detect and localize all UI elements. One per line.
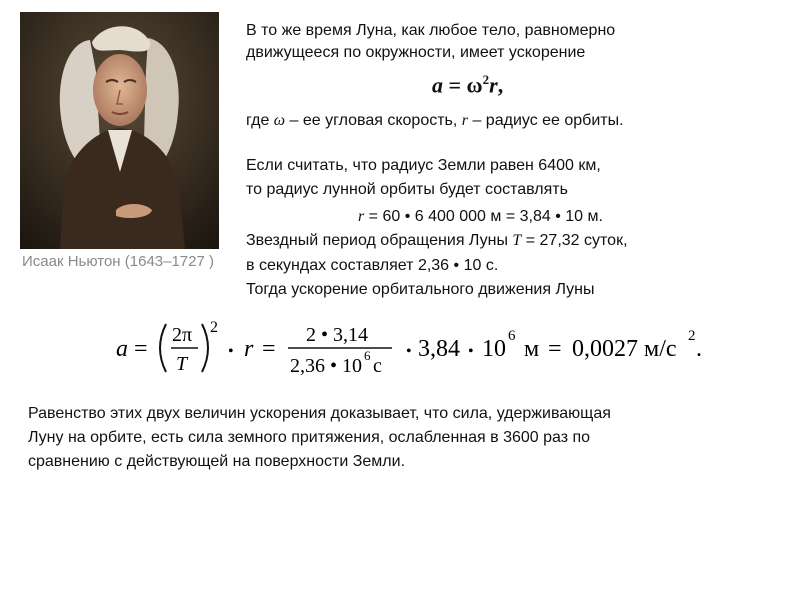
big-dot-3: • bbox=[468, 343, 474, 360]
comma: , bbox=[497, 72, 504, 98]
conclusion-line-2: Луну на орбите, есть сила земного притяжения, ослабленная в 3600 раз по bbox=[28, 429, 591, 446]
conclusion-line-1: Равенство этих двух величин ускорения доказывает, что сила, удерживающая bbox=[28, 405, 611, 422]
big-two-pi: 2π bbox=[172, 324, 193, 346]
big-period: . bbox=[696, 336, 702, 362]
symbol-a: a bbox=[432, 72, 443, 98]
calc-r: r bbox=[358, 208, 365, 225]
big-denominator: 2,36 • 10 bbox=[290, 355, 363, 377]
right-paren bbox=[202, 324, 208, 372]
big-a: a bbox=[116, 336, 128, 362]
newton-portrait bbox=[20, 12, 219, 249]
calc-line-4b: = 27,32 суток, bbox=[521, 232, 628, 249]
portrait-caption: Исаак Ньютон (1643–1727 ) bbox=[22, 253, 214, 270]
where-part-1: где bbox=[246, 112, 274, 129]
where-r: r bbox=[461, 112, 469, 129]
big-eq-2: = bbox=[262, 336, 276, 362]
acceleration-formula bbox=[432, 72, 503, 98]
conclusion-line-3: сравнению с действующей на поверхности Земли. bbox=[28, 453, 406, 470]
where-line bbox=[246, 110, 624, 132]
exponent: 2 bbox=[482, 72, 490, 87]
big-dot-1: • bbox=[228, 343, 234, 360]
orbital-acceleration-formula bbox=[116, 314, 716, 386]
big-value: 3,84 bbox=[418, 336, 460, 362]
calc-line-6: Тогда ускорение орбитального движения Луны bbox=[246, 281, 595, 298]
big-eq-3: = bbox=[548, 336, 562, 362]
left-paren bbox=[160, 324, 166, 372]
symbol-r: r bbox=[489, 72, 498, 98]
big-den-unit: с bbox=[373, 355, 382, 377]
calc-line-4a: Звездный период обращения Луны bbox=[246, 232, 513, 249]
where-omega: ω bbox=[273, 112, 286, 129]
calc-T: T bbox=[512, 232, 522, 249]
calc-line-3-text: = 60 • 6 400 000 м = 3,84 • 10 м. bbox=[364, 208, 603, 225]
calc-line-4 bbox=[246, 230, 628, 252]
big-T: T bbox=[176, 353, 188, 375]
big-r: r bbox=[244, 336, 254, 362]
big-eq-1: = bbox=[134, 336, 148, 362]
calc-line-2: то радиус лунной орбиты будет составлять bbox=[246, 181, 568, 198]
calc-line-5: в секундах составляет 2,36 • 10 с. bbox=[246, 257, 499, 274]
big-result: 0,0027 м/с bbox=[572, 336, 677, 362]
big-ten: 10 bbox=[482, 336, 506, 362]
symbol-omega: ω bbox=[466, 72, 483, 98]
intro-line-2: движущееся по окружности, имеет ускорение bbox=[246, 44, 586, 61]
conclusion-paragraph bbox=[28, 402, 778, 474]
equals-sign: = bbox=[443, 72, 467, 98]
intro-line-1: В то же время Луна, как любое тело, равномерно bbox=[246, 22, 616, 39]
big-exp-2: 2 bbox=[210, 319, 218, 336]
where-part-3: – радиус ее орбиты. bbox=[468, 112, 624, 129]
big-den-exp: 6 bbox=[364, 348, 371, 363]
calc-line-1: Если считать, что радиус Земли равен 6400 км, bbox=[246, 157, 601, 174]
where-part-2: – ее угловая скорость, bbox=[285, 112, 462, 129]
big-result-exp: 2 bbox=[688, 328, 696, 344]
calc-line-3 bbox=[358, 206, 603, 228]
big-numerator: 2 • 3,14 bbox=[306, 324, 369, 346]
big-ten-exp: 6 bbox=[508, 328, 516, 344]
big-meter: м bbox=[524, 336, 540, 362]
big-dot-2: • bbox=[406, 343, 412, 360]
